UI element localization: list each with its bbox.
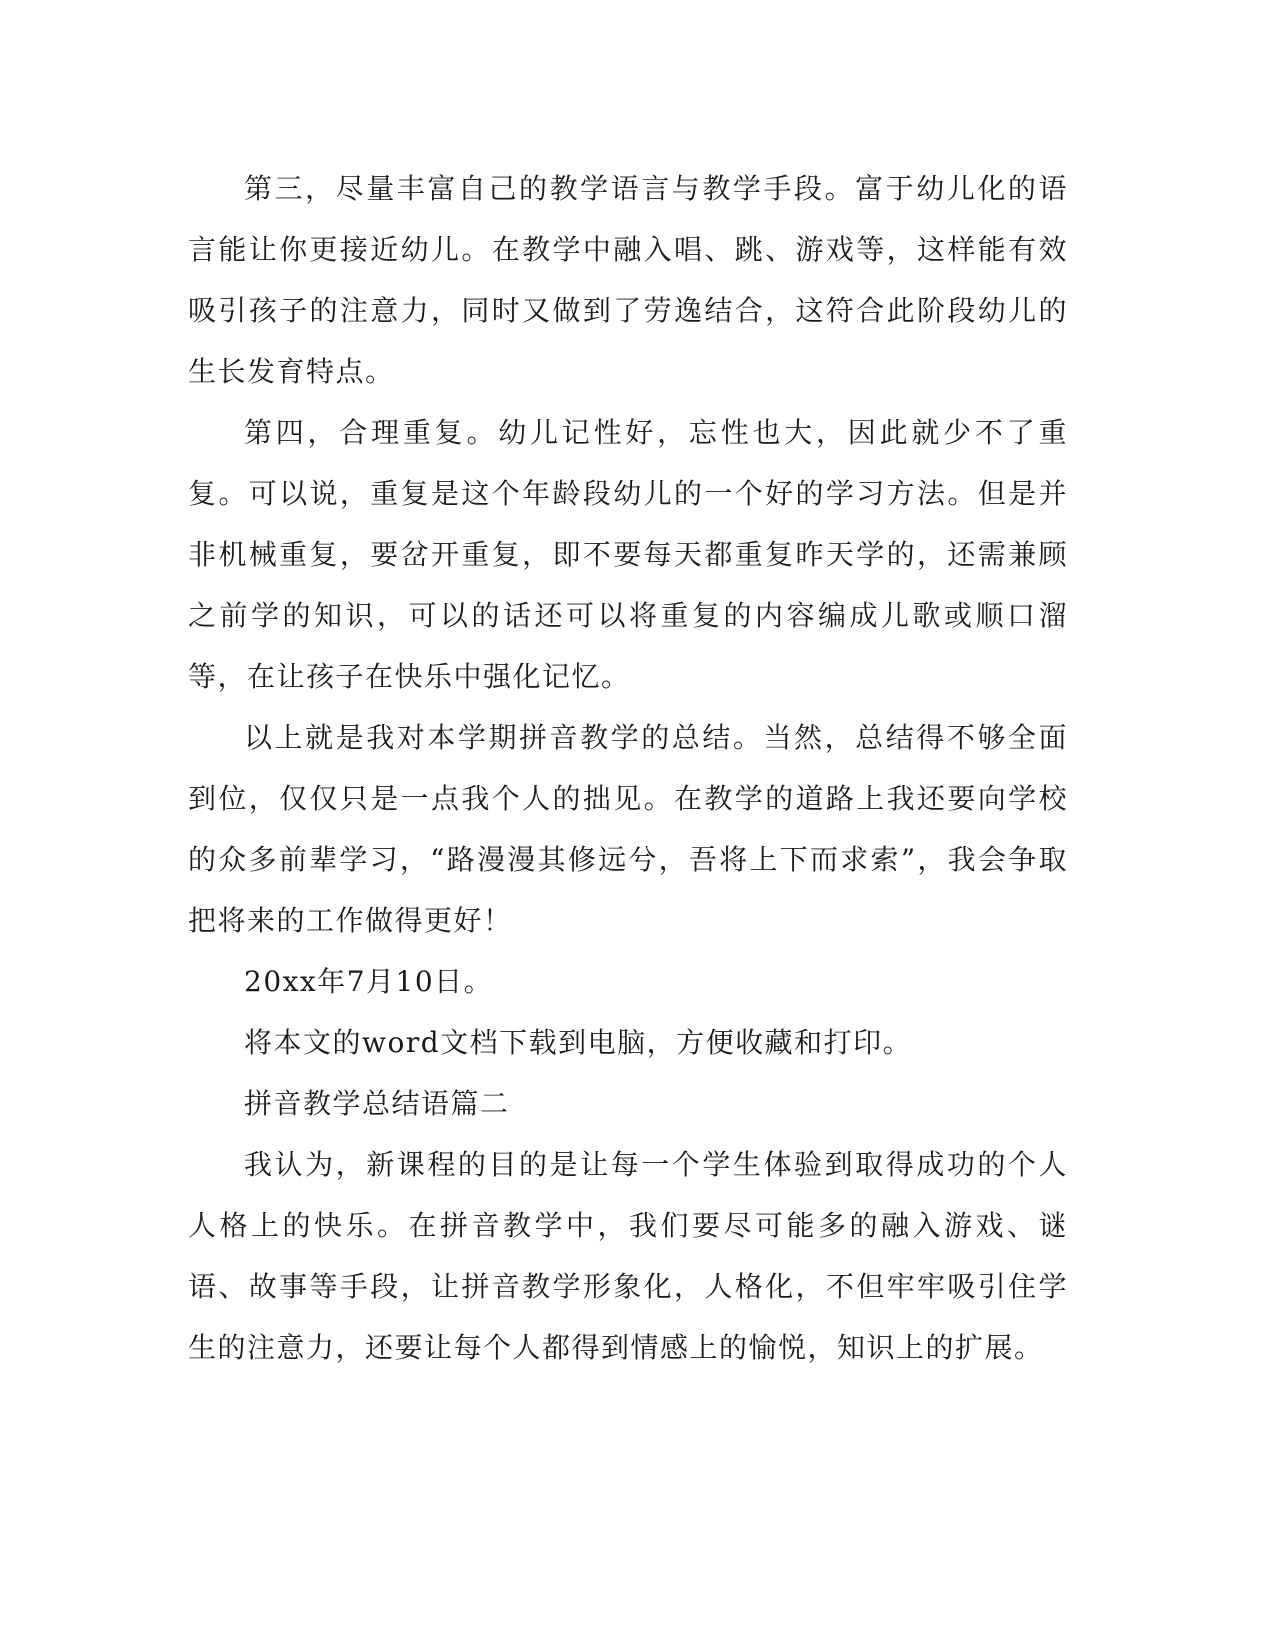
document-body <box>188 158 1068 1378</box>
paragraph-section-two: 我认为，新课程的目的是让每一个学生体验到取得成功的个人人格上的快乐。在拼音教学中，我们要尽可能多的融入游戏、谜语、故事等手段，让拼音教学形象化，人格化，不但牢牢吸引住学生的注意力，还要让每个人都得到情感上的愉悦，知识上的扩展。 <box>188 1148 1068 1364</box>
download-note: 将本文的word文档下载到电脑，方便收藏和打印。 <box>244 1026 913 1059</box>
paragraph-conclusion: 以上就是我对本学期拼音教学的总结。当然，总结得不够全面到位，仅仅只是一点我个人的拙见。在教学的道路上我还要向学校的众多前辈学习，“路漫漫其修远兮，吾将上下而求索”，我会争取把将来的工作做得更好！ <box>188 721 1068 937</box>
paragraph-fourth-point: 第四，合理重复。幼儿记性好，忘性也大，因此就少不了重复。可以说，重复是这个年龄段幼儿的一个好的学习方法。但是并非机械重复，要岔开重复，即不要每天都重复昨天学的，还需兼顾之前学的知识，可以的话还可以将重复的内容编成儿歌或顺口溜等，在让孩子在快乐中强化记忆。 <box>188 416 1068 693</box>
date-line: 20xx年7月10日。 <box>244 965 494 998</box>
paragraph-third-point: 第三，尽量丰富自己的教学语言与教学手段。富于幼儿化的语言能让你更接近幼儿。在教学中融入唱、跳、游戏等，这样能有效吸引孩子的注意力，同时又做到了劳逸结合，这符合此阶段幼儿的生长发育特点。 <box>188 172 1068 388</box>
section-heading: 拼音教学总结语篇二 <box>244 1087 510 1120</box>
